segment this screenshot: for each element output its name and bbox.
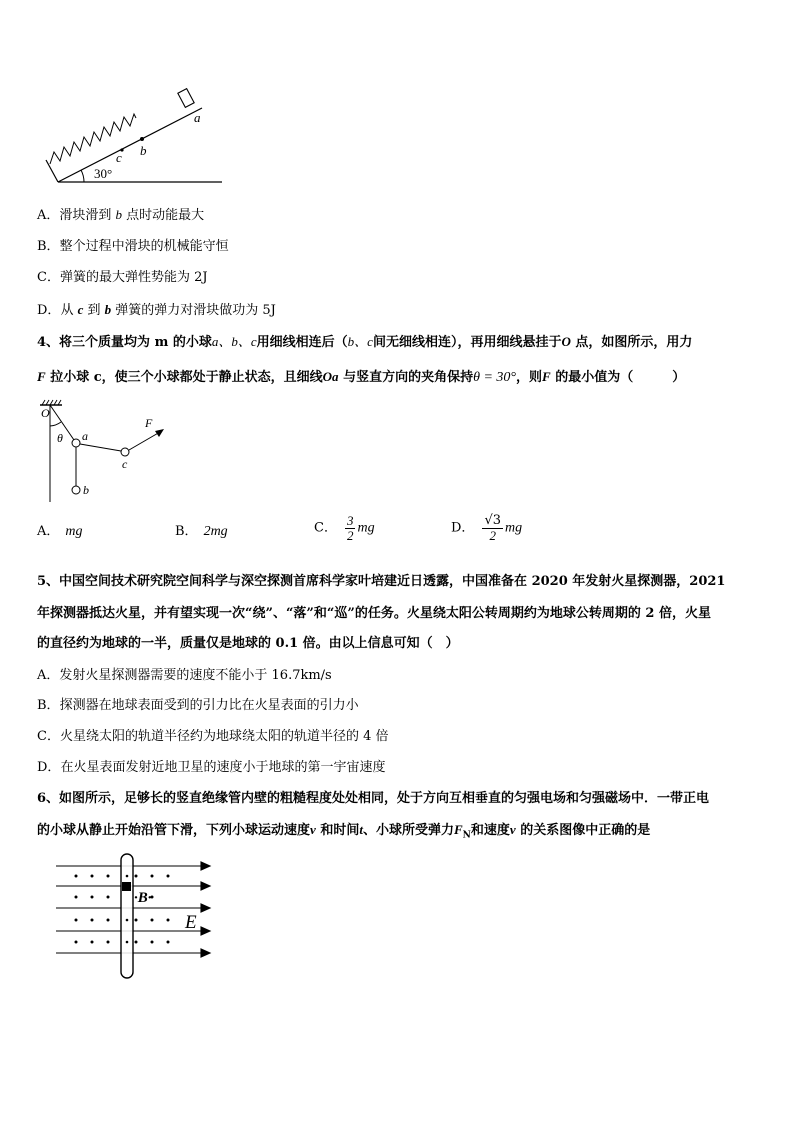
q3-option-a: A．滑块滑到 b 点时动能最大 (37, 207, 205, 223)
hanging-label-theta: θ (57, 431, 63, 445)
hanging-label-O: O (41, 406, 50, 420)
hanging-label-F: F (145, 416, 153, 430)
incline-spring-diagram (44, 84, 226, 188)
q5-option-b: B．探测器在地球表面受到的引力比在火星表面的引力小 (37, 698, 359, 713)
q3-option-c: C．弹簧的最大弹性势能为 2J (37, 270, 208, 285)
q4-stem-line2: F 拉小球 c，使三个小球都处于静止状态，且细线Oa 与竖直方向的夹角保持θ = 30°，则F 的最小值为（ ） (37, 369, 686, 385)
hanging-label-c: c (122, 457, 128, 471)
hanging-label-b: b (83, 483, 89, 497)
tube-field-diagram (54, 852, 218, 982)
q4-option-d: D． $\frac{√3}{2}$ mg (451, 513, 523, 543)
q6-stem-line2: 的小球从静止开始沿管下滑，下列小球运动速度v 和时间t、小球所受弹力$F_N$和速度v 的关系图像中正确的是 (37, 822, 651, 841)
q4-option-b: B． 2mg (175, 524, 228, 539)
q6-stem-line1: 6、如图所示，足够长的竖直绝缘管内壁的粗糙程度处处相同，处于方向互相垂直的匀强电场和匀强磁场中．一带正电 (37, 791, 710, 806)
incline-angle-label: 30° (94, 166, 113, 181)
tube-label-B: ·B· (134, 890, 152, 906)
incline-label-c: c (116, 150, 122, 165)
q5-stem-line3: 的直径约为地球的一半，质量仅是地球的 0.1 倍。由以上信息可知（ ） (37, 636, 459, 651)
q5-option-c: C．火星绕太阳的轨道半径约为地球绕太阳的轨道半径的 4 倍 (37, 729, 389, 744)
q4-option-c: C． $\frac{3}{2}$ mg (314, 513, 375, 543)
q5-stem-line2: 年探测器抵达火星，并有望实现一次“绕”、“落”和“巡”的任务。火星绕太阳公转周期约为地球公转周期的 2 倍，火星 (37, 606, 711, 621)
incline-label-b: b (140, 143, 147, 158)
tube-label-E: E (185, 912, 197, 933)
q4-stem-line1: 4、将三个质量均为 m 的小球a、b、c用细线相连后（b、c间无细线相连），再用细线悬挂于O 点，如图所示，用力 (37, 334, 693, 350)
hanging-label-a: a (82, 429, 88, 443)
q5-stem-line1: 5、中国空间技术研究院空间科学与深空探测首席科学家叶培建近日透露，中国准备在 2020 年发射火星探测器，2021 (37, 574, 726, 589)
q3-option-d: D．从 c 到 b 弹簧的弹力对滑块做功为 5J (37, 302, 276, 318)
incline-label-a: a (194, 110, 201, 125)
hanging-balls-diagram (36, 398, 176, 502)
q3-option-b: B．整个过程中滑块的机械能守恒 (37, 239, 229, 254)
q5-option-a: A．发射火星探测器需要的速度不能小于 16.7km/s (37, 668, 332, 683)
q5-option-d: D．在火星表面发射近地卫星的速度小于地球的第一宇宙速度 (37, 760, 386, 775)
q4-option-a: A． mg (37, 524, 83, 539)
